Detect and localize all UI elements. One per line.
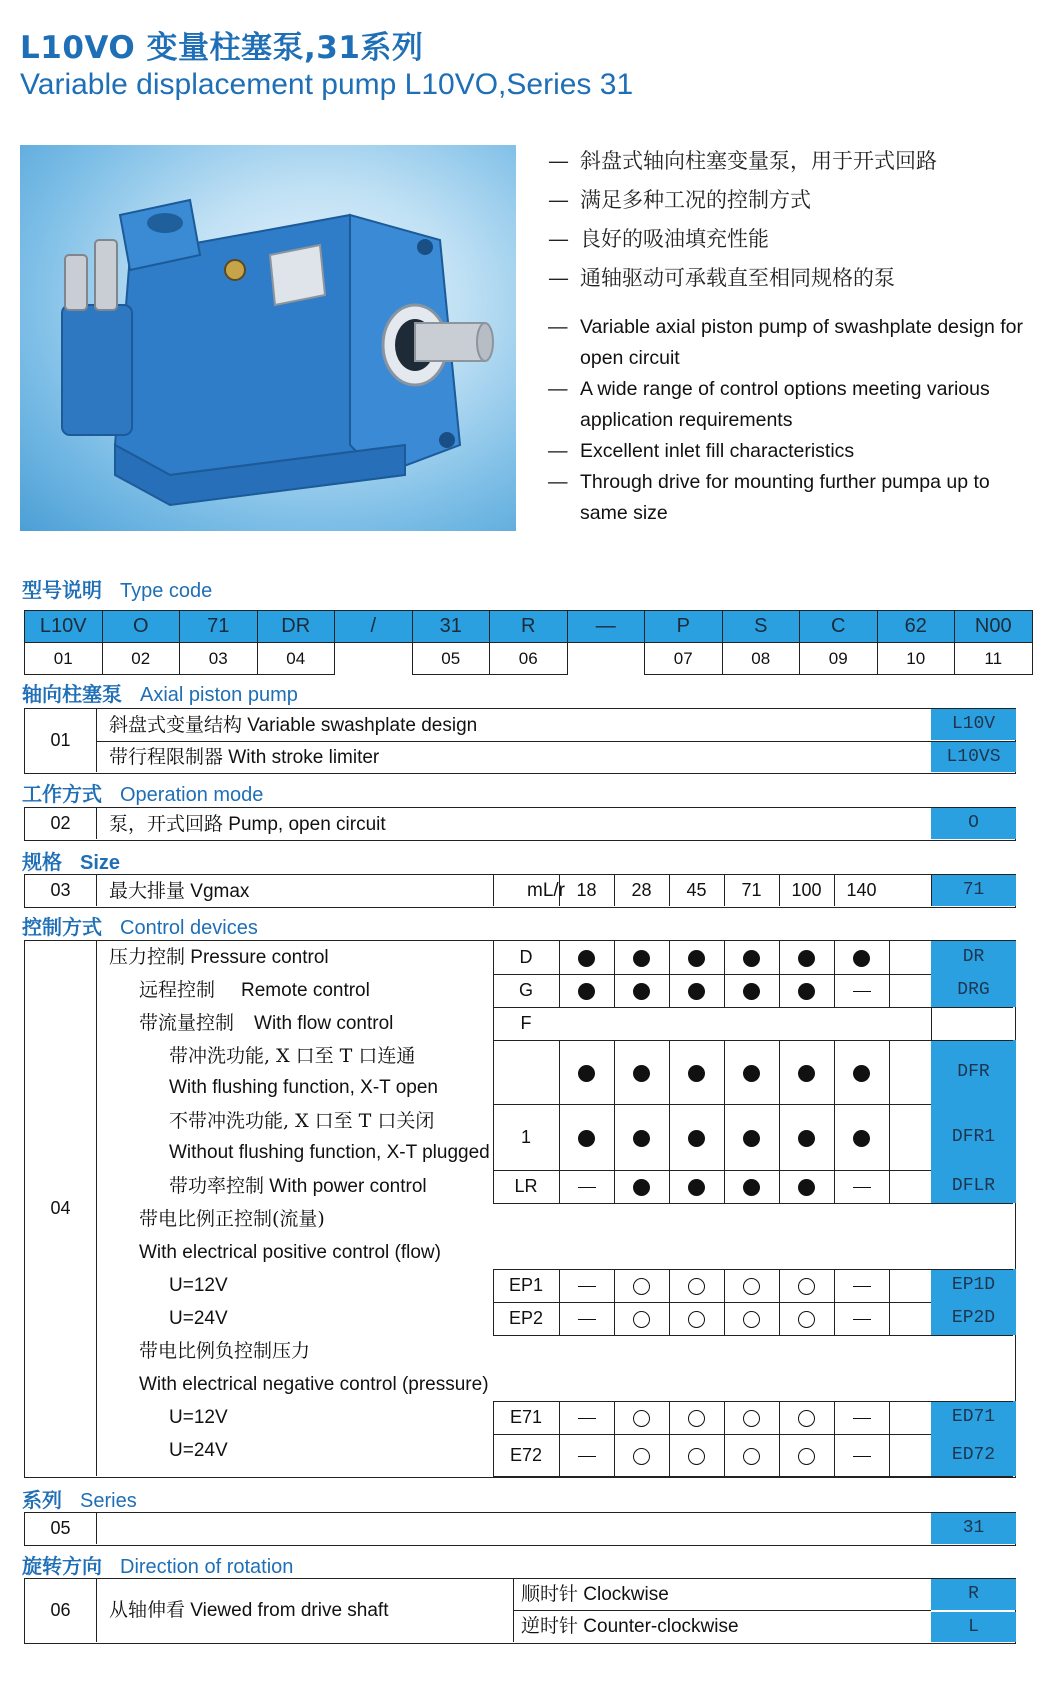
filled-dot-icon: [669, 1104, 724, 1170]
type-code-number: 08: [722, 643, 800, 675]
code-l: L: [931, 1612, 1016, 1642]
series-table: [24, 1512, 1016, 1546]
bullet-cn-1: — 斜盘式轴向柱塞变量泵，用于开式回路: [548, 149, 937, 173]
control-code: DFLR: [931, 1170, 1016, 1203]
control-symbol: 1: [520, 1127, 531, 1147]
filled-dot-icon: [779, 1040, 834, 1104]
filled-dot-icon: [724, 1170, 779, 1203]
filled-dot-icon: [614, 974, 669, 1007]
axial-num: 01: [25, 709, 97, 772]
operation-heading: 工作方式 Operation mode: [22, 782, 264, 806]
e72-label: U=24V: [169, 1440, 228, 1461]
code-l10vs: L10VS: [931, 742, 1016, 772]
series-num: 05: [25, 1513, 97, 1544]
type-code-cell: R: [490, 611, 568, 643]
open-circle-icon: [779, 1401, 834, 1434]
dash-icon: [559, 1401, 614, 1434]
dash-icon: [559, 1269, 614, 1302]
operation-num: 02: [25, 808, 97, 839]
type-code-number: 03: [180, 643, 258, 675]
control-code: DFR: [931, 1040, 1016, 1104]
control-symbol: D: [519, 947, 533, 967]
type-code-number: 04: [257, 643, 335, 675]
control-code: ED71: [931, 1401, 1016, 1434]
filled-dot-icon: [779, 941, 834, 974]
type-code-number: 01: [25, 643, 103, 675]
flushing-en: With flushing function, X-T open: [169, 1077, 438, 1098]
type-code-cell: /: [335, 611, 413, 643]
pressure-control: 压力控制 Pressure control: [109, 946, 329, 968]
filled-dot-icon: [559, 1040, 614, 1104]
open-circle-icon: [614, 1269, 669, 1302]
rotation-num: 06: [25, 1579, 97, 1642]
filled-dot-icon: [724, 941, 779, 974]
dash-icon: [559, 1302, 614, 1335]
filled-dot-icon: [834, 1040, 889, 1104]
type-code-number: 07: [645, 643, 723, 675]
filled-dot-icon: [724, 974, 779, 1007]
open-circle-icon: [779, 1269, 834, 1302]
type-code-cell: —: [567, 611, 645, 643]
axial-heading: 轴向柱塞泵 Axial piston pump: [22, 682, 298, 706]
control-symbol: F: [520, 1013, 532, 1033]
code-series: 31: [931, 1513, 1016, 1544]
filled-dot-icon: [669, 941, 724, 974]
open-circle-icon: [614, 1302, 669, 1335]
size-unit: mL/r: [527, 880, 565, 901]
type-code-number: 05: [412, 643, 490, 675]
open-circle-icon: [724, 1302, 779, 1335]
bullet-en-4: — Through drive for mounting further pumpa up to same size: [548, 471, 990, 524]
filled-dot-icon: [779, 1170, 834, 1203]
type-code-number: [335, 643, 413, 675]
code-size: 71: [931, 875, 1016, 906]
control-code: DFR1: [931, 1104, 1016, 1170]
filled-dot-icon: [724, 1040, 779, 1104]
control-symbol: LR: [514, 1176, 538, 1196]
type-code-heading: 型号说明 Type code: [22, 578, 213, 602]
size-value: 18: [576, 880, 597, 900]
pump-photo: [20, 145, 516, 531]
filled-dot-icon: [834, 1104, 889, 1170]
flushing-cn: 带冲洗功能, X 口至 T 口连通: [169, 1045, 416, 1067]
filled-dot-icon: [779, 1104, 834, 1170]
open-circle-icon: [669, 1269, 724, 1302]
dash-icon: [834, 1401, 889, 1434]
filled-dot-icon: [614, 941, 669, 974]
control-num: 04: [25, 941, 97, 1476]
type-code-cell: 62: [877, 611, 955, 643]
control-symbol: EP2: [508, 1308, 544, 1328]
open-circle-icon: [779, 1434, 834, 1476]
control-code: ED72: [931, 1434, 1016, 1476]
control-symbol: E72: [509, 1445, 543, 1465]
size-value: 71: [741, 880, 762, 900]
filled-dot-icon: [724, 1104, 779, 1170]
control-symbol: E71: [509, 1407, 543, 1427]
filled-dot-icon: [669, 1040, 724, 1104]
control-heading: 控制方式 Control devices: [22, 915, 258, 939]
open-circle-icon: [724, 1269, 779, 1302]
size-value: 45: [686, 880, 707, 900]
feature-bullets: [548, 142, 1028, 529]
size-table: [24, 874, 1016, 908]
control-symbol: G: [518, 980, 533, 1000]
epos-cn: 带电比例正控制(流量): [139, 1208, 325, 1230]
bullet-en-2: — A wide range of control options meeting various application requirements: [548, 378, 990, 431]
operation-table: [24, 807, 1016, 841]
power-control: 带功率控制 With power control: [169, 1175, 427, 1197]
filled-dot-icon: [614, 1104, 669, 1170]
pump-illustration: [20, 145, 516, 531]
type-code-number: 06: [490, 643, 568, 675]
filled-dot-icon: [779, 974, 834, 1007]
operation-row: 泵，开式回路 Pump, open circuit: [109, 813, 386, 835]
open-circle-icon: [614, 1434, 669, 1476]
size-value: 100: [791, 880, 822, 900]
type-code-cell: P: [645, 611, 723, 643]
filled-dot-icon: [614, 1040, 669, 1104]
control-code: EP2D: [931, 1302, 1016, 1335]
eneg-en: With electrical negative control (pressure): [139, 1374, 489, 1395]
filled-dot-icon: [614, 1170, 669, 1203]
dash-icon: [834, 1434, 889, 1476]
type-code-cell: C: [800, 611, 878, 643]
filled-dot-icon: [559, 1104, 614, 1170]
type-code-number: 11: [955, 643, 1033, 675]
dash-icon: [559, 1434, 614, 1476]
ep1-label: U=12V: [169, 1275, 228, 1296]
open-circle-icon: [669, 1302, 724, 1335]
remote-control: 远程控制 Remote control: [139, 979, 370, 1001]
dash-icon: [834, 1170, 889, 1203]
size-row: 最大排量 Vgmax: [109, 880, 250, 902]
code-o: O: [931, 808, 1016, 839]
open-circle-icon: [724, 1434, 779, 1476]
bullet-en-1: — Variable axial piston pump of swashplate design for open circuit: [548, 316, 1023, 369]
open-circle-icon: [779, 1302, 834, 1335]
open-circle-icon: [669, 1401, 724, 1434]
axial-row-2: 带行程限制器 With stroke limiter: [109, 746, 380, 768]
bullet-cn-3: — 良好的吸油填充性能: [548, 227, 769, 251]
open-circle-icon: [724, 1401, 779, 1434]
type-code-cell: 71: [180, 611, 258, 643]
axial-row-1: 斜盘式变量结构 Variable swashplate design: [109, 714, 478, 736]
size-heading: 规格 Size: [22, 850, 121, 874]
type-code-number: 10: [877, 643, 955, 675]
flow-control: 带流量控制 With flow control: [139, 1012, 394, 1034]
filled-dot-icon: [834, 941, 889, 974]
control-code: DR: [931, 941, 1016, 974]
open-circle-icon: [669, 1434, 724, 1476]
eneg-cn: 带电比例负控制压力: [139, 1340, 311, 1362]
type-code-cell: 31: [412, 611, 490, 643]
control-code: DRG: [931, 974, 1016, 1007]
type-code-cell: L10V: [25, 611, 103, 643]
page-title-en: Variable displacement pump L10VO,Series 31: [20, 68, 634, 101]
dash-icon: [834, 974, 889, 1007]
rotation-table: [24, 1578, 1016, 1644]
type-code-table: [24, 610, 1033, 675]
type-code-number: 02: [102, 643, 180, 675]
filled-dot-icon: [559, 974, 614, 1007]
noflush-en: Without flushing function, X-T plugged: [169, 1142, 490, 1163]
filled-dot-icon: [669, 1170, 724, 1203]
type-code-cell: S: [722, 611, 800, 643]
size-num: 03: [25, 875, 97, 906]
series-heading: 系列 Series: [22, 1488, 137, 1512]
bullet-en-3: — Excellent inlet fill characteristics: [548, 440, 855, 462]
e71-label: U=12V: [169, 1407, 228, 1428]
type-code-cell: DR: [257, 611, 335, 643]
counter-clockwise: 逆时针 Counter-clockwise: [521, 1615, 739, 1637]
ep2-label: U=24V: [169, 1308, 228, 1329]
bullet-cn-4: — 通轴驱动可承载直至相同规格的泵: [548, 266, 895, 290]
type-code-cell: O: [102, 611, 180, 643]
type-code-number: [567, 643, 645, 675]
filled-dot-icon: [559, 941, 614, 974]
code-r: R: [931, 1579, 1016, 1610]
size-value: 28: [631, 880, 652, 900]
control-table: [24, 940, 1016, 1478]
size-value: 140: [846, 880, 877, 900]
epos-en: With electrical positive control (flow): [139, 1242, 441, 1263]
clockwise: 顺时针 Clockwise: [521, 1583, 669, 1605]
dash-icon: [834, 1269, 889, 1302]
open-circle-icon: [614, 1401, 669, 1434]
bullet-cn-2: — 满足多种工况的控制方式: [548, 188, 811, 212]
type-code-number: 09: [800, 643, 878, 675]
code-l10v: L10V: [931, 709, 1016, 740]
page-title-cn: L10VO 变量柱塞泵,31系列: [20, 30, 424, 66]
filled-dot-icon: [669, 974, 724, 1007]
rotation-label: 从轴伸看 Viewed from drive shaft: [109, 1599, 389, 1621]
control-code: EP1D: [931, 1269, 1016, 1302]
dash-icon: [834, 1302, 889, 1335]
rotation-heading: 旋转方向 Direction of rotation: [22, 1554, 294, 1578]
noflush-cn: 不带冲洗功能, X 口至 T 口关闭: [169, 1110, 435, 1132]
dash-icon: [559, 1170, 614, 1203]
axial-table: [24, 708, 1016, 774]
type-code-cell: N00: [955, 611, 1033, 643]
control-symbol: EP1: [508, 1275, 544, 1295]
